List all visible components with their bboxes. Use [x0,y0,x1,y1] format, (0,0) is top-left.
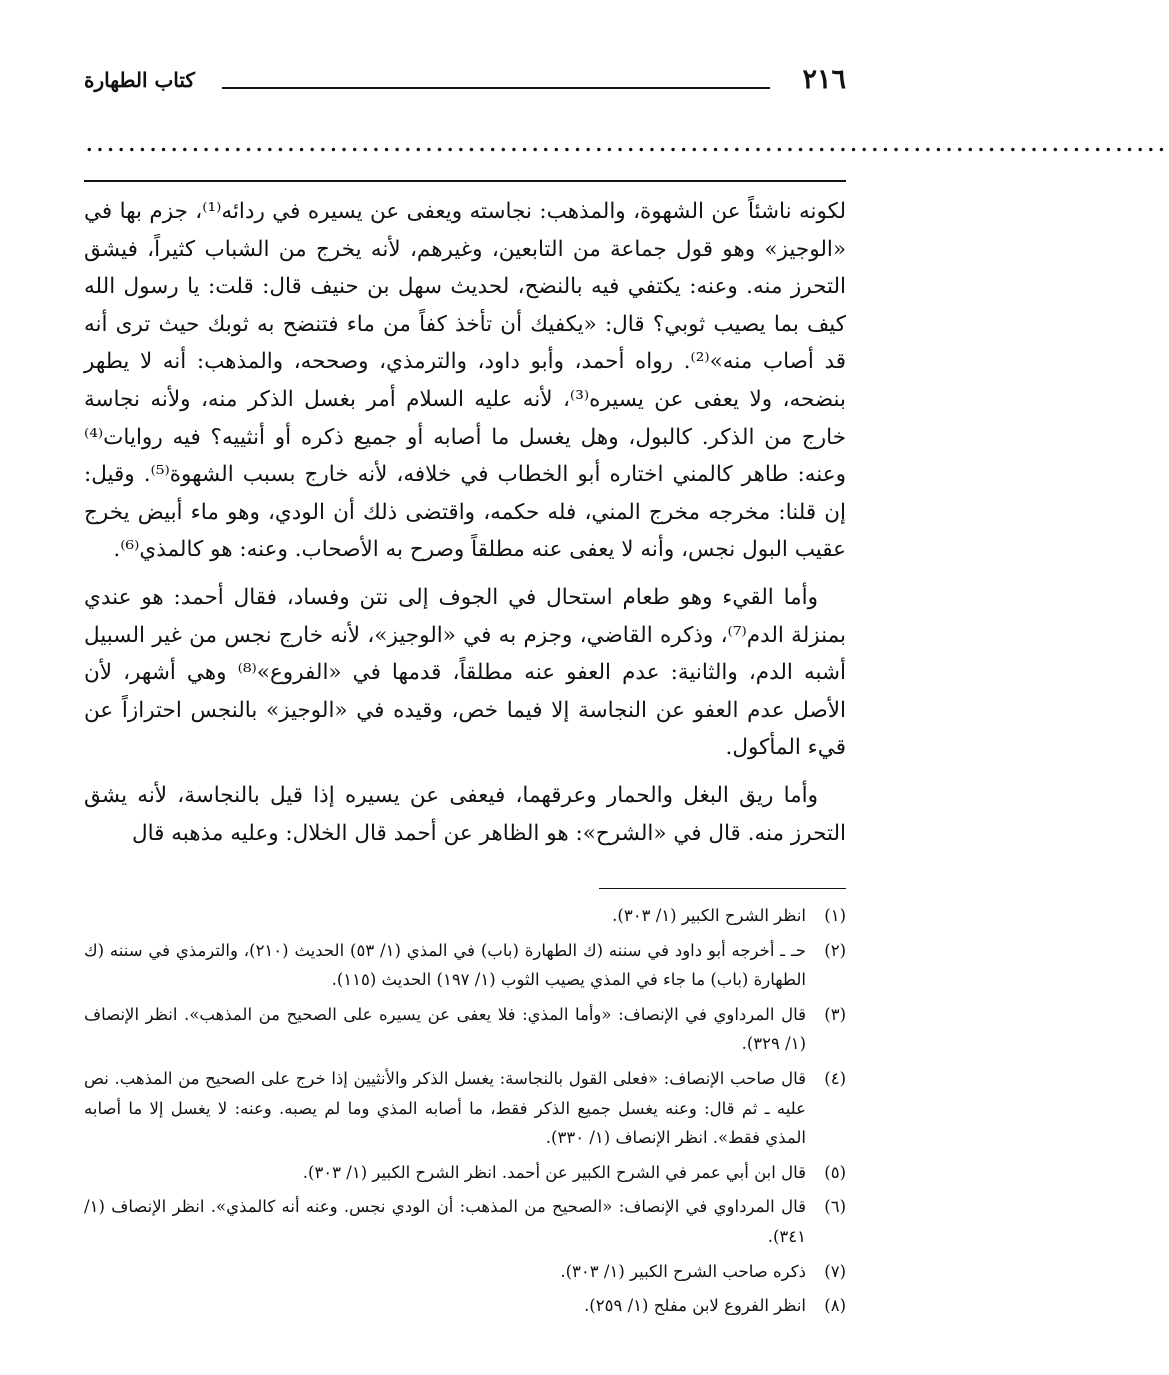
footnote-text: حـ ـ أخرجه أبو داود في سننه (ك الطهارة (باب) في المذي (١/ ٥٣) الحديث (٢١٠)، والترمذي في سننه (ك الطهارة (باب) ما جاء في المذي يصيب الثوب (١/ ١٩٧) الحديث (١١٥). [84,940,807,990]
footnote-number: (٧) [824,1261,846,1281]
footnote-number: (١) [824,906,846,925]
footnote [84,1192,846,1251]
footnote-text: قال صاحب الإنصاف: «فعلى القول بالنجاسة: يغسل الذكر والأنثيين إذا خرج على الصحيح من المذهب. نص عليه ـ ثم قال: وعنه يغسل جميع الذكر فقط، ما أصابه المذي وما لم يصبه. وعنه: لا يغسل إلا ما أصابه المذي فقط». انظر الإنصاف (١/ ٣٣٠). [84,1068,806,1148]
paragraph: وأما ريق البغل والحمار وعرقهما، فيعفى عن يسيره إذا قيل بالنجاسة، لأنه يشق التحرز منه. قال في «الشرح»: هو الظاهر عن أحمد قال الخلال: وعليه مذهبه قال [84,782,846,846]
header-rule [222,87,770,89]
footnote-number: (٣) [824,1004,846,1024]
footnote [84,1291,846,1321]
page-number: ٢١٦ [802,64,846,95]
footnote-text: ذكره صاحب الشرح الكبير (١/ ٣٠٣). [560,1261,806,1281]
footnote-number: (٤) [824,1068,846,1088]
main-text [84,193,846,852]
footnote-text: قال المرداوي في الإنصاف: «وأما المذي: فلا يعفى عن يسيره على الصحيح من المذهب». انظر الإنصاف (١/ ٣٢٩). [84,1004,806,1054]
dotted-separator: ...................................................................................................... [86,134,1169,156]
footnote-text: قال ابن أبي عمر في الشرح الكبير عن أحمد. انظر الشرح الكبير (١/ ٣٠٣). [302,1162,806,1182]
footnote-text: انظر الشرح الكبير (١/ ٣٠٣). [612,906,806,925]
footnotes [84,901,846,1326]
footnote [84,1257,846,1287]
footnote [84,1064,846,1153]
footnote [84,1000,846,1059]
footnote-text: قال المرداوي في الإنصاف: «الصحيح من المذهب: أن الودي نجس. وعنه أنه كالمذي». انظر الإنصاف (١/ ٣٤١). [84,1197,806,1246]
footnote [84,901,846,931]
paragraph: وأما القيء وهو طعام استحال في الجوف إلى نتن وفساد، فقال أحمد: هو عندي بمنزلة الدم⁽⁷⁾، وذكره القاضي، وجزم به في «الوجيز»، لأنه خارج نجس من غير السبيل أشبه الدم، والثانية: عدم العفو عنه مطلقاً، قدمها في «الفروع»⁽⁸⁾ وهي أشهر، لأن الأصل عدم العفو عن النجاسة إلا فيما خص، وقيده في «الوجيز» بالنجس احترازاً عن قيء المأكول. [84,584,847,761]
footnote-rule [599,888,846,889]
book-title: كتاب الطهارة [84,68,195,92]
footnote [84,936,846,995]
running-header [84,66,846,100]
footnote [84,1158,846,1188]
footnote-number: (٨) [824,1296,846,1316]
footnote-text: انظر الفروع لابن مفلح (١/ ٢٥٩). [584,1296,806,1316]
text-top-rule [84,180,846,182]
footnote-number: (٦) [824,1197,846,1217]
paragraph: لكونه ناشئاً عن الشهوة، والمذهب: نجاسته ويعفى عن يسيره في ردائه⁽¹⁾، جزم بها في «الوجيز» وهو قول جماعة من التابعين، وغيرهم، لأنه يخرج من الشباب كثيراً، فيشق التحرز منه. وعنه: يكتفي فيه بالنضح، لحديث سهل بن حنيف قال: قلت: يا رسول الله كيف بما يصيب ثوبي؟ قال: «يكفيك أن تأخذ كفاً من ماء فتنضح به ثوبك حيث ترى أنه قد أصاب منه»⁽²⁾. رواه أحمد، وأبو داود، والترمذي، وصححه، والمذهب: أنه لا يطهر بنضحه، ولا يعفى عن يسيره⁽³⁾، لأنه عليه السلام أمر بغسل الذكر منه، ولأنه نجاسة خارج من الذكر. كالبول، وهل يغسل ما أصابه أو جميع ذكره أو أنثييه؟ فيه روايات⁽⁴⁾ وعنه: طاهر كالمني اختاره أبو الخطاب في خلافه، لأنه خارج بسبب الشهوة⁽⁵⁾. وقيل: إن قلنا: مخرجه مخرج المني، فله حكمه، واقتضى ذلك أن الودي، وهو ماء أبيض يخرج عقيب البول نجس، وأنه لا يعفى عنه مطلقاً وصرح به الأصحاب. وعنه: هو كالمذي⁽⁶⁾. [84,199,847,563]
footnote-number: (٥) [824,1162,846,1182]
footnote-number: (٢) [824,940,846,960]
